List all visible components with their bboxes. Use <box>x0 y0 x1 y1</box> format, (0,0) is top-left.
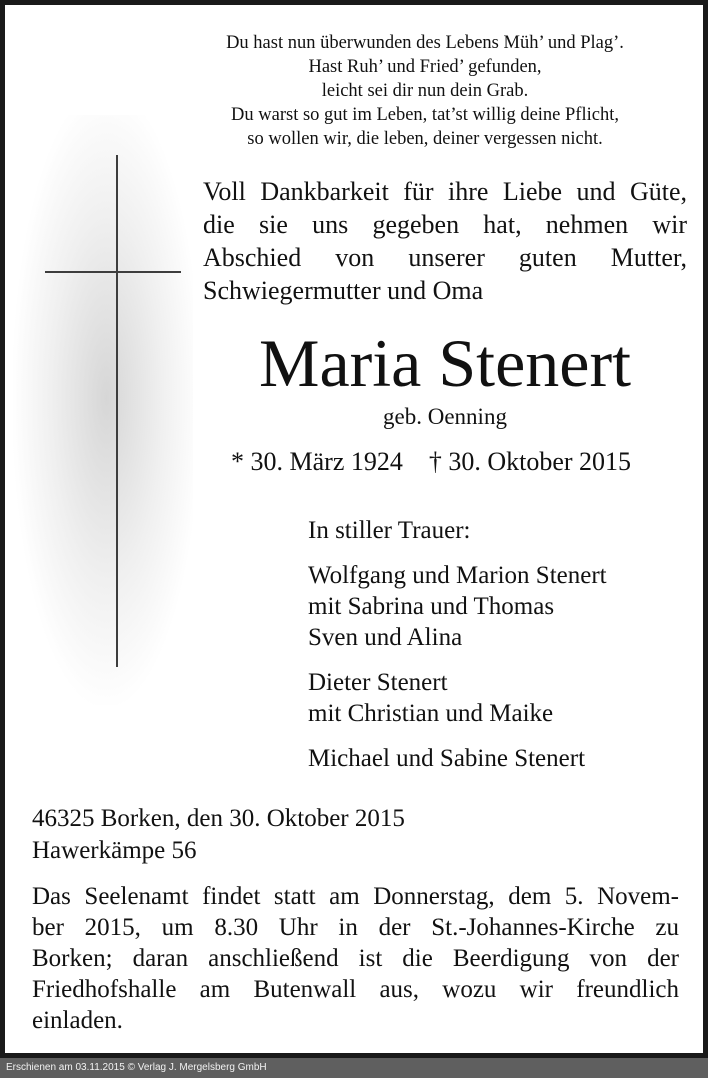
intro-line: Schwiegermutter und Oma <box>203 276 484 305</box>
funeral-notice <box>32 881 679 1036</box>
place-date: 46325 Borken, den 30. Oktober 2015 <box>32 805 405 832</box>
mourner-group <box>308 743 607 774</box>
mourner-group <box>308 560 607 653</box>
deceased-name: Maria Stenert <box>259 325 631 401</box>
poem-line: Du hast nun überwunden des Lebens Müh’ und Plag’. <box>226 33 624 53</box>
cross-beam <box>45 271 181 273</box>
notice-line: ber 2015, um 8.30 Uhr in der St.-Johannes-Kirche zu <box>32 914 679 941</box>
birth-date: * 30. März 1924 <box>231 447 403 476</box>
mourners <box>308 515 607 774</box>
place-address <box>32 803 405 867</box>
mourner-line: mit Sabrina und Thomas <box>308 593 555 620</box>
notice-line: Friedhofshalle am Butenwall aus, wozu wir freundlich <box>32 976 679 1003</box>
mourner-line: Dieter Stenert <box>308 669 448 696</box>
notice-line: Borken; daran anschließend ist die Beerdigung von der <box>32 945 679 972</box>
death-date: † 30. Oktober 2015 <box>428 447 632 476</box>
mourner-line: Michael und Sabine Stenert <box>308 745 586 772</box>
intro-line: Voll Dankbarkeit für ihre Liebe und Güte, <box>203 177 687 206</box>
poem-line: Hast Ruh’ und Fried’ gefunden, <box>308 57 542 77</box>
street-address: Hawerkämpe 56 <box>32 837 197 864</box>
mourner-line: mit Christian und Maike <box>308 700 554 727</box>
intro-line: die sie uns gegeben hat, nehmen wir <box>203 210 687 239</box>
cross-shadow <box>13 115 193 705</box>
poem-line: leicht sei dir nun dein Grab. <box>321 81 529 101</box>
intro-line: Abschied von unserer guten Mutter, <box>203 243 687 272</box>
notice-line: Das Seelenamt findet statt am Donnerstag, dem 5. Novem- <box>32 883 679 910</box>
mourner-line: Sven und Alina <box>308 624 463 651</box>
intro-text <box>203 175 687 307</box>
poem-line: so wollen wir, die leben, deiner vergessen nicht. <box>247 129 603 149</box>
maiden-name: geb. Oenning <box>383 404 507 429</box>
mourner-line: Wolfgang und Marion Stenert <box>308 562 607 589</box>
poem <box>175 31 675 151</box>
poem-line: Du warst so gut im Leben, tat’st willig deine Pflicht, <box>231 105 619 125</box>
cross-icon <box>116 155 118 667</box>
mourner-group <box>308 667 607 729</box>
publication-footer: Erschienen am 03.11.2015 © Verlag J. Mergelsberg GmbH <box>0 1058 708 1078</box>
notice-line: einladen. <box>32 1007 123 1034</box>
life-dates <box>231 446 631 478</box>
mourners-heading: In stiller Trauer: <box>308 517 471 544</box>
